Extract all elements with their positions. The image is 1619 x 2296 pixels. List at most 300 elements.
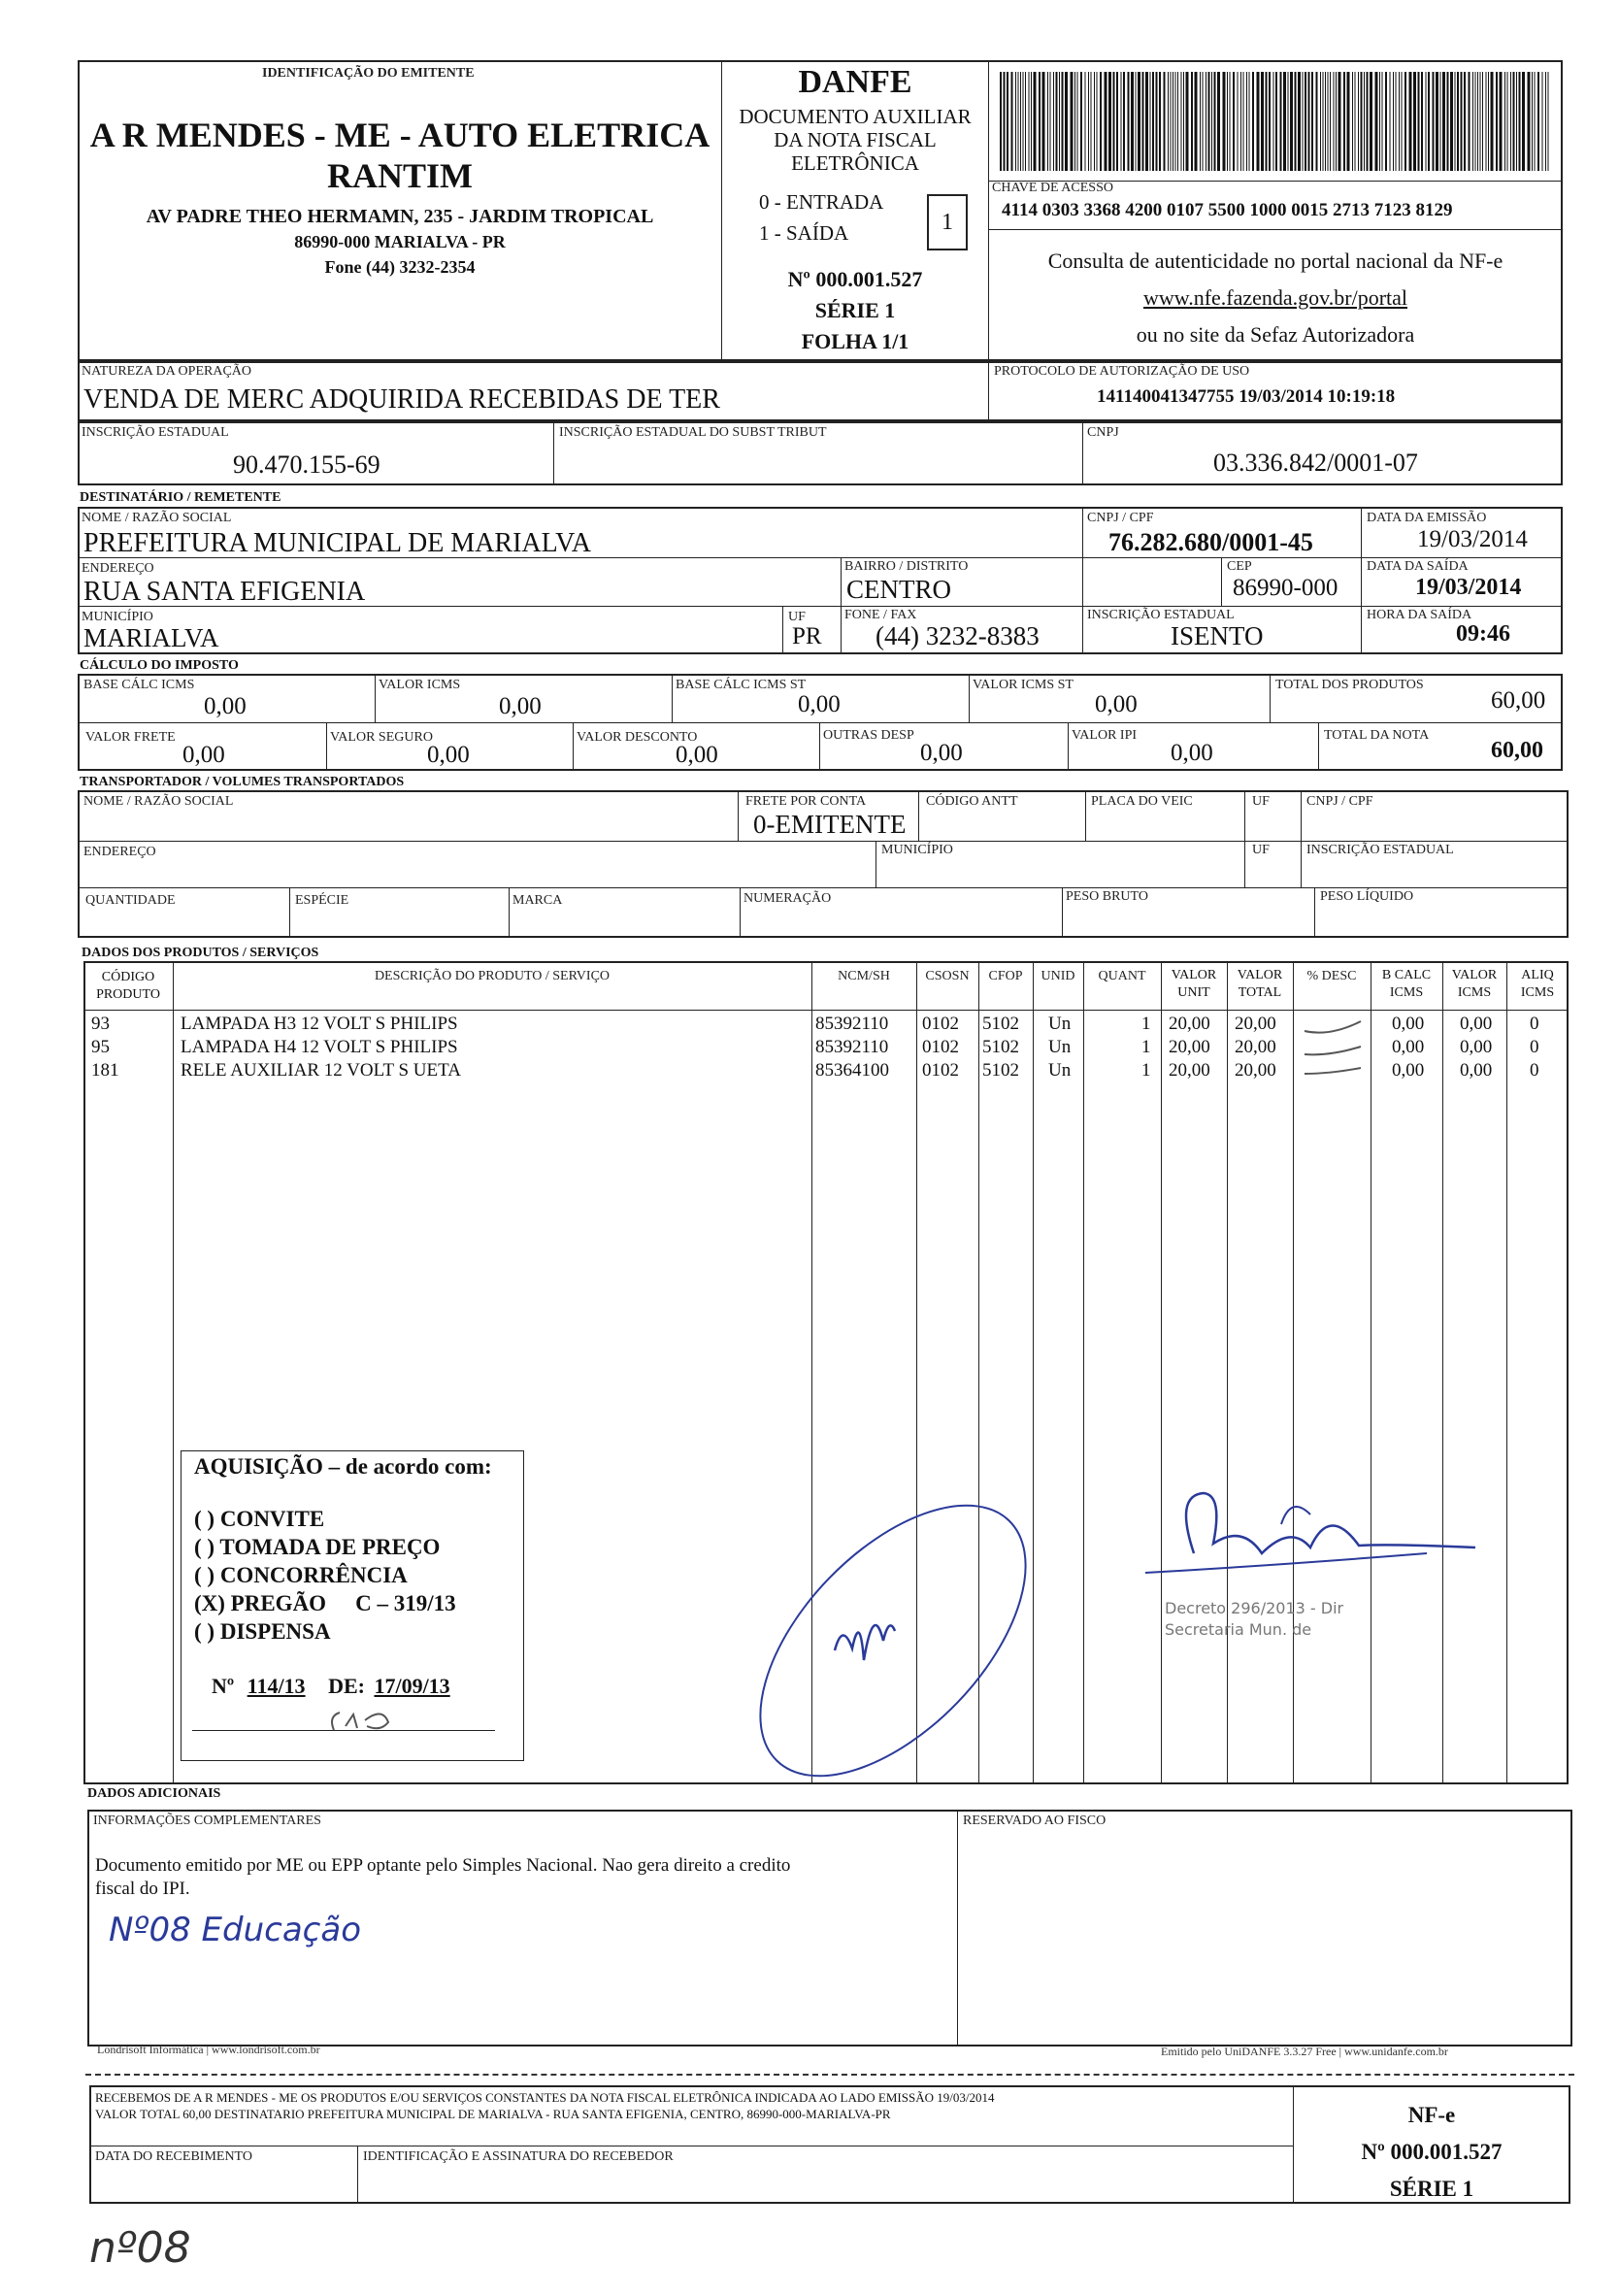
divider: [1301, 790, 1302, 887]
divider: [1244, 790, 1245, 887]
divider: [819, 722, 820, 771]
col-unit-value-header: [1163, 967, 1225, 1002]
emission-value: 19/03/2014: [1417, 526, 1528, 552]
barcode-bar: [1186, 72, 1189, 171]
barcode-bar: [1548, 72, 1549, 171]
col-rate-header-1: ALIQ: [1521, 968, 1554, 982]
barcode-bar: [1233, 72, 1235, 171]
row-unit: Un: [1048, 1060, 1072, 1081]
stamp-option-concorrencia: ( ) CONCORRÊNCIA: [194, 1563, 408, 1587]
carrier-ie-label: INSCRIÇÃO ESTADUAL: [1306, 843, 1454, 857]
barcode-bar: [1208, 72, 1210, 171]
insurance-value: 0,00: [427, 742, 470, 768]
barcode-bar: [1156, 72, 1158, 171]
products-section-label: DADOS DOS PRODUTOS / SERVIÇOS: [82, 946, 319, 960]
recipient-ie: ISENTO: [1171, 621, 1264, 650]
gross-weight-label: PESO BRUTO: [1066, 889, 1148, 904]
barcode-bar: [1062, 72, 1064, 171]
row-unit-value: 20,00: [1169, 1014, 1210, 1034]
recipient-name-label: NOME / RAZÃO SOCIAL: [82, 511, 232, 525]
emission-label: DATA DA EMISSÃO: [1367, 511, 1487, 525]
col-unit-header: UNID: [1041, 969, 1075, 983]
barcode-bar: [1379, 72, 1380, 171]
volume-brand-label: MARCA: [512, 893, 563, 908]
nature-label: NATUREZA DA OPERAÇÃO: [82, 364, 252, 379]
divider: [969, 674, 970, 722]
row-qty: 1: [1141, 1060, 1151, 1081]
uf-value: PR: [792, 623, 822, 649]
info-text: [95, 1854, 790, 1901]
info-label: INFORMAÇÕES COMPLEMENTARES: [93, 1814, 321, 1828]
barcode-bar: [1500, 72, 1503, 171]
ipi-value: 0,00: [1171, 740, 1213, 766]
divider: [1506, 961, 1507, 1784]
barcode-bar: [1457, 72, 1459, 171]
barcode-bar: [1396, 72, 1397, 171]
emitter-city: 86990-000 MARIALVA - PR: [294, 232, 506, 251]
col-total-header-1: VALOR: [1237, 968, 1283, 982]
danfe-number-block: [723, 264, 987, 357]
stamp-option-dispensa: ( ) DISPENSA: [194, 1619, 331, 1644]
barcode-bar: [1152, 72, 1154, 171]
receipt-series: SÉRIE 1: [1389, 2177, 1474, 2201]
stamp-option-tomada: ( ) TOMADA DE PREÇO: [194, 1535, 441, 1559]
ipi-label: VALOR IPI: [1072, 728, 1138, 743]
discount-value: 0,00: [676, 742, 718, 768]
barcode-bar: [1183, 72, 1184, 171]
cnpj-label: CNPJ: [1087, 425, 1119, 440]
phone-label: FONE / FAX: [844, 608, 917, 622]
stamp-option-pregao-label: (X) PREGÃO: [194, 1591, 327, 1615]
divider: [738, 790, 739, 841]
barcode-bar: [1399, 72, 1400, 171]
other-value: 0,00: [920, 740, 963, 766]
divider: [1270, 674, 1271, 722]
barcode-bar: [1091, 72, 1092, 171]
district-value: CENTRO: [846, 575, 951, 604]
barcode-bar: [1355, 72, 1356, 171]
cep-value: 86990-000: [1233, 575, 1338, 601]
col-code-header-1: CÓDIGO: [101, 970, 155, 984]
divider: [841, 557, 842, 654]
ie-value: 90.470.155-69: [233, 450, 380, 479]
row-description: LAMPADA H3 12 VOLT S PHILIPS: [181, 1014, 458, 1034]
recipient-cnpj: 76.282.680/0001-45: [1108, 528, 1313, 556]
barcode-bar: [1433, 72, 1435, 171]
city-label: MUNICÍPIO: [82, 610, 153, 624]
footer-left: Londrisoft Informática | www.londrisoft.com.br: [97, 2043, 320, 2056]
row-rate: 0: [1530, 1060, 1539, 1081]
barcode-bar: [1164, 72, 1166, 171]
barcode-bar: [1211, 72, 1212, 171]
footer-right: Emitido pelo UniDANFE 3.3.27 Free | www.unidanfe.com.br: [1161, 2045, 1448, 2058]
official-signature: [1136, 1485, 1504, 1612]
row-icms: 0,00: [1460, 1037, 1493, 1057]
barcode-bar: [1288, 72, 1289, 171]
barcode-bar: [1308, 72, 1310, 171]
other-label: OUTRAS DESP: [823, 728, 914, 743]
row-csosn: 0102: [922, 1037, 959, 1057]
barcode-bar: [1240, 72, 1241, 171]
barcode-bar: [1181, 72, 1182, 171]
barcode-bar: [1316, 72, 1318, 171]
barcode-bar: [1375, 72, 1378, 171]
barcode-bar: [1273, 72, 1274, 171]
volume-numbering-label: NUMERAÇÃO: [743, 891, 832, 906]
barcode-bar: [1123, 72, 1125, 171]
consult-text-2: ou no site da Sefaz Autorizadora: [1136, 322, 1415, 347]
row-ncm: 85364100: [815, 1060, 889, 1081]
barcode-bar: [1409, 72, 1412, 171]
barcode-bar: [1504, 72, 1505, 171]
barcode-bar: [1007, 72, 1008, 171]
divider: [957, 1810, 958, 2046]
divider: [78, 841, 1569, 842]
col-unit-value-header-1: VALOR: [1171, 968, 1217, 982]
receipt-signature-label: IDENTIFICAÇÃO E ASSINATURA DO RECEBEDOR: [363, 2149, 674, 2164]
divider: [740, 887, 741, 938]
barcode-bar: [1450, 72, 1453, 171]
stamp-number-prefix: Nº: [212, 1674, 235, 1698]
barcode-bar: [1177, 72, 1178, 171]
col-unit-value-header-2: UNIT: [1177, 985, 1210, 1000]
row-qty: 1: [1141, 1014, 1151, 1034]
row-total: 20,00: [1235, 1014, 1276, 1034]
stamp-option-convite: ( ) CONVITE: [194, 1507, 325, 1531]
barcode-bar: [1047, 72, 1048, 171]
barcode-bar: [1447, 72, 1449, 171]
divider: [918, 790, 919, 841]
barcode-bar: [1116, 72, 1118, 171]
barcode-bar: [1385, 72, 1387, 171]
barcode-bar: [1029, 72, 1030, 171]
receipt-number: Nº 000.001.527: [1361, 2140, 1503, 2164]
barcode-bar: [1071, 72, 1074, 171]
access-key-label: CHAVE DE ACESSO: [992, 181, 1113, 195]
discount-label: VALOR DESCONTO: [577, 730, 698, 745]
row-base: 0,00: [1392, 1060, 1425, 1081]
barcode-bar: [1269, 72, 1271, 171]
base-icms-value: 0,00: [204, 693, 247, 719]
row-cfop: 5102: [982, 1060, 1019, 1081]
receipt-text: [95, 2089, 994, 2122]
insurance-label: VALOR SEGURO: [330, 730, 433, 745]
divider: [173, 961, 174, 1784]
barcode-bar: [1382, 72, 1383, 171]
barcode-bar: [1171, 72, 1172, 171]
barcode-bar: [1227, 72, 1228, 171]
danfe-type-value: 1: [942, 210, 953, 235]
barcode-bar: [1077, 72, 1078, 171]
barcode-bar: [1200, 72, 1201, 171]
barcode-bar: [1305, 72, 1306, 171]
barcode-bar: [1238, 72, 1239, 171]
barcode-bar: [1085, 72, 1086, 171]
divider: [1082, 507, 1083, 654]
barcode-bar: [1113, 72, 1115, 171]
carrier-uf2-label: UF: [1252, 843, 1270, 857]
col-icms-header: [1444, 967, 1504, 1002]
barcode-bar: [1168, 72, 1169, 171]
cep-label: CEP: [1227, 559, 1252, 574]
emitter-name: [80, 115, 720, 196]
barcode-bar: [1325, 72, 1326, 171]
col-icms-header-2: ICMS: [1457, 985, 1492, 1000]
row-csosn: 0102: [922, 1014, 959, 1034]
divider: [1068, 722, 1069, 771]
freight-value: 0,00: [182, 742, 225, 768]
barcode-bar: [1015, 72, 1016, 171]
col-ncm-header: NCM/SH: [838, 969, 890, 983]
recipient-section-label: DESTINATÁRIO / REMETENTE: [80, 490, 281, 505]
note-total-value: 60,00: [1491, 738, 1543, 763]
danfe-entry: 0 - ENTRADA: [759, 190, 884, 214]
barcode: [1000, 72, 1551, 171]
barcode-bar: [1358, 72, 1359, 171]
barcode-bar: [1442, 72, 1445, 171]
carrier-city-label: MUNICÍPIO: [881, 843, 953, 857]
barcode-bar: [1080, 72, 1082, 171]
divider: [1062, 887, 1063, 938]
barcode-bar: [1097, 72, 1098, 171]
col-rate-header: [1508, 967, 1567, 1002]
barcode-bar: [1361, 72, 1363, 171]
col-discount-header: % DESC: [1306, 969, 1357, 983]
divider: [988, 229, 1563, 230]
recipient-ie-label: INSCRIÇÃO ESTADUAL: [1087, 608, 1235, 622]
barcode-bar: [1295, 72, 1297, 171]
barcode-bar: [1142, 72, 1144, 171]
transport-section-label: TRANSPORTADOR / VOLUMES TRANSPORTADOS: [80, 775, 405, 789]
row-code: 181: [91, 1060, 119, 1081]
barcode-bar: [1249, 72, 1250, 171]
col-total-header: [1229, 967, 1291, 1002]
divider: [289, 887, 290, 938]
net-weight-label: PESO LÍQUIDO: [1320, 889, 1414, 904]
consult-url[interactable]: www.nfe.fazenda.gov.br/portal: [1142, 285, 1408, 310]
info-text-1: Documento emitido por ME ou EPP optante pelo Simples Nacional. Nao gera direito a credito: [95, 1855, 791, 1876]
row-icms: 0,00: [1460, 1014, 1493, 1034]
barcode-bar: [1488, 72, 1489, 171]
divider: [782, 606, 783, 654]
barcode-bar: [1217, 72, 1220, 171]
row-ncm: 85392110: [815, 1037, 889, 1057]
tax-section-label: CÁLCULO DO IMPOSTO: [80, 658, 239, 673]
additional-section-label: DADOS ADICIONAIS: [87, 1786, 221, 1801]
barcode-bar: [1367, 72, 1369, 171]
row-unit: Un: [1048, 1037, 1072, 1057]
barcode-bar: [1011, 72, 1013, 171]
divider: [1442, 961, 1443, 1784]
barcode-bar: [1352, 72, 1353, 171]
consult-text: Consulta de autenticidade no portal nacional da NF-e: [1047, 249, 1503, 273]
note-total-label: TOTAL DA NOTA: [1324, 728, 1430, 743]
divider: [1221, 557, 1222, 606]
emitter-address-block: [80, 204, 720, 280]
divider: [988, 361, 989, 421]
barcode-bar: [1023, 72, 1024, 171]
exit-date-value: 19/03/2014: [1415, 575, 1522, 600]
volume-species-label: ESPÉCIE: [295, 893, 349, 908]
row-description: LAMPADA H4 12 VOLT S PHILIPS: [181, 1037, 458, 1057]
row-ncm: 85392110: [815, 1014, 889, 1034]
discount-strike-marks: [1301, 1014, 1369, 1081]
barcode-bar: [1246, 72, 1247, 171]
row-csosn: 0102: [922, 1060, 959, 1081]
emitter-name-line2: RANTIM: [327, 156, 473, 195]
danfe-subtitle-2: DA NOTA FISCAL: [774, 128, 937, 151]
base-icms-st-label: BASE CÁLC ICMS ST: [676, 678, 807, 692]
barcode-bar: [1150, 72, 1151, 171]
barcode-bar: [1059, 72, 1060, 171]
protocol-value: 141140041347755 19/03/2014 10:19:18: [1097, 386, 1396, 407]
barcode-bar: [1195, 72, 1198, 171]
barcode-bar: [1537, 72, 1539, 171]
danfe-subtitle-1: DOCUMENTO AUXILIAR: [739, 105, 972, 128]
divider: [1085, 790, 1086, 841]
access-key: 4114 0303 3368 4200 0107 5500 1000 0015 2713 7123 8129: [1002, 200, 1453, 220]
nature-value: VENDA DE MERC ADQUIRIDA RECEBIDAS DE TER: [83, 384, 720, 415]
barcode-bar: [1393, 72, 1394, 171]
barcode-bar: [1074, 72, 1075, 171]
stamp-initials: [326, 1701, 404, 1740]
divider: [78, 722, 1563, 723]
barcode-bar: [1320, 72, 1321, 171]
divider: [553, 421, 554, 485]
barcode-bar: [1018, 72, 1019, 171]
divider: [509, 887, 510, 938]
danfe-series: SÉRIE 1: [814, 298, 896, 322]
row-cfop: 5102: [982, 1014, 1019, 1034]
protocol-label: PROTOCOLO DE AUTORIZAÇÃO DE USO: [994, 364, 1250, 379]
barcode-bar: [1031, 72, 1032, 171]
barcode-bar: [1440, 72, 1441, 171]
barcode-bar: [1053, 72, 1054, 171]
barcode-bar: [1436, 72, 1438, 171]
barcode-bar: [1223, 72, 1226, 171]
barcode-bar: [1330, 72, 1331, 171]
stamp-option-pregao-code: C – 319/13: [355, 1591, 456, 1615]
barcode-bar: [1203, 72, 1204, 171]
divider: [721, 60, 722, 361]
barcode-bar: [1418, 72, 1420, 171]
barcode-bar: [1469, 72, 1470, 171]
danfe-title: DANFE: [798, 64, 912, 100]
col-icms-header-1: VALOR: [1451, 968, 1498, 982]
row-description: RELE AUXILIAR 12 VOLT S UETA: [181, 1060, 461, 1081]
divider: [988, 60, 989, 361]
receipt-text-1: RECEBEMOS DE A R MENDES - ME OS PRODUTOS E/OU SERVIÇOS CONSTANTES DA NOTA FISCAL ELETRÔNICA INDICADA AO LADO EMISSÃO 19/03/2014: [95, 2090, 995, 2105]
danfe-type-box: [927, 194, 968, 250]
barcode-bar: [1428, 72, 1430, 171]
barcode-bar: [1535, 72, 1536, 171]
divider: [357, 2146, 358, 2204]
signature-stamp-text: [1165, 1598, 1343, 1641]
divider: [1361, 507, 1362, 654]
barcode-bar: [1000, 72, 1002, 171]
barcode-bar: [1088, 72, 1089, 171]
row-code: 95: [91, 1037, 110, 1057]
barcode-bar: [1336, 72, 1337, 171]
divider: [672, 674, 673, 722]
barcode-bar: [1039, 72, 1041, 171]
row-base: 0,00: [1392, 1014, 1425, 1034]
receipt-nfe-block: [1295, 2097, 1569, 2208]
exit-date-label: DATA DA SAÍDA: [1367, 559, 1469, 574]
signature-stamp-line-1: Decreto 296/2013 - Dir: [1165, 1599, 1344, 1617]
barcode-bar: [1020, 72, 1021, 171]
barcode-bar: [1480, 72, 1481, 171]
barcode-bar: [1065, 72, 1068, 171]
divider: [1161, 961, 1162, 1784]
barcode-bar: [1290, 72, 1293, 171]
row-base: 0,00: [1392, 1037, 1425, 1057]
barcode-bar: [1496, 72, 1498, 171]
base-icms-st-value: 0,00: [798, 691, 841, 717]
barcode-bar: [1230, 72, 1231, 171]
carrier-uf-label: UF: [1252, 794, 1270, 809]
emitter-name-line1: A R MENDES - ME - AUTO ELETRICA: [89, 116, 710, 154]
barcode-bar: [1280, 72, 1282, 171]
barcode-bar: [1298, 72, 1301, 171]
divider: [1293, 961, 1294, 1784]
barcode-bar: [1516, 72, 1517, 171]
barcode-bar: [1519, 72, 1521, 171]
row-rate: 0: [1530, 1014, 1539, 1034]
plate-label: PLACA DO VEIC: [1091, 794, 1193, 809]
barcode-bar: [1311, 72, 1313, 171]
freight-by-value: 0-EMITENTE: [753, 810, 907, 839]
exit-time-value: 09:46: [1456, 621, 1510, 647]
city-value: MARIALVA: [83, 623, 219, 652]
barcode-bar: [1486, 72, 1487, 171]
row-total: 20,00: [1235, 1060, 1276, 1081]
stamp-number-line: [212, 1674, 450, 1699]
divider: [326, 722, 327, 771]
row-unit: Un: [1048, 1014, 1072, 1034]
barcode-bar: [1545, 72, 1546, 171]
barcode-bar: [1108, 72, 1111, 171]
district-label: BAIRRO / DISTRITO: [844, 559, 969, 574]
barcode-bar: [1121, 72, 1122, 171]
divider: [375, 674, 376, 722]
emitter-section-label: IDENTIFICAÇÃO DO EMITENTE: [262, 66, 475, 81]
barcode-bar: [1522, 72, 1525, 171]
barcode-bar: [1532, 72, 1533, 171]
barcode-bar: [1413, 72, 1416, 171]
col-code-header-2: PRODUTO: [96, 987, 160, 1002]
barcode-bar: [1475, 72, 1476, 171]
barcode-bar: [1464, 72, 1466, 171]
barcode-bar: [1491, 72, 1494, 171]
divider: [78, 887, 1569, 888]
carrier-cnpj-label: CNPJ / CPF: [1306, 794, 1373, 809]
barcode-bar: [1252, 72, 1254, 171]
col-code-header: [85, 969, 171, 1004]
ie-label: INSCRIÇÃO ESTADUAL: [82, 425, 229, 440]
barcode-bar: [1364, 72, 1365, 171]
row-unit-value: 20,00: [1169, 1060, 1210, 1081]
consult-block: [990, 243, 1561, 353]
icms-value: 0,00: [499, 693, 542, 719]
barcode-bar: [1004, 72, 1006, 171]
ie-st-label: INSCRIÇÃO ESTADUAL DO SUBST TRIBUT: [559, 425, 827, 440]
stamp-title: AQUISIÇÃO – de acordo com:: [194, 1454, 492, 1479]
recipient-name: PREFEITURA MUNICIPAL DE MARIALVA: [83, 528, 592, 558]
barcode-bar: [1404, 72, 1406, 171]
exit-time-label: HORA DA SAÍDA: [1367, 608, 1472, 622]
row-icms: 0,00: [1460, 1060, 1493, 1081]
